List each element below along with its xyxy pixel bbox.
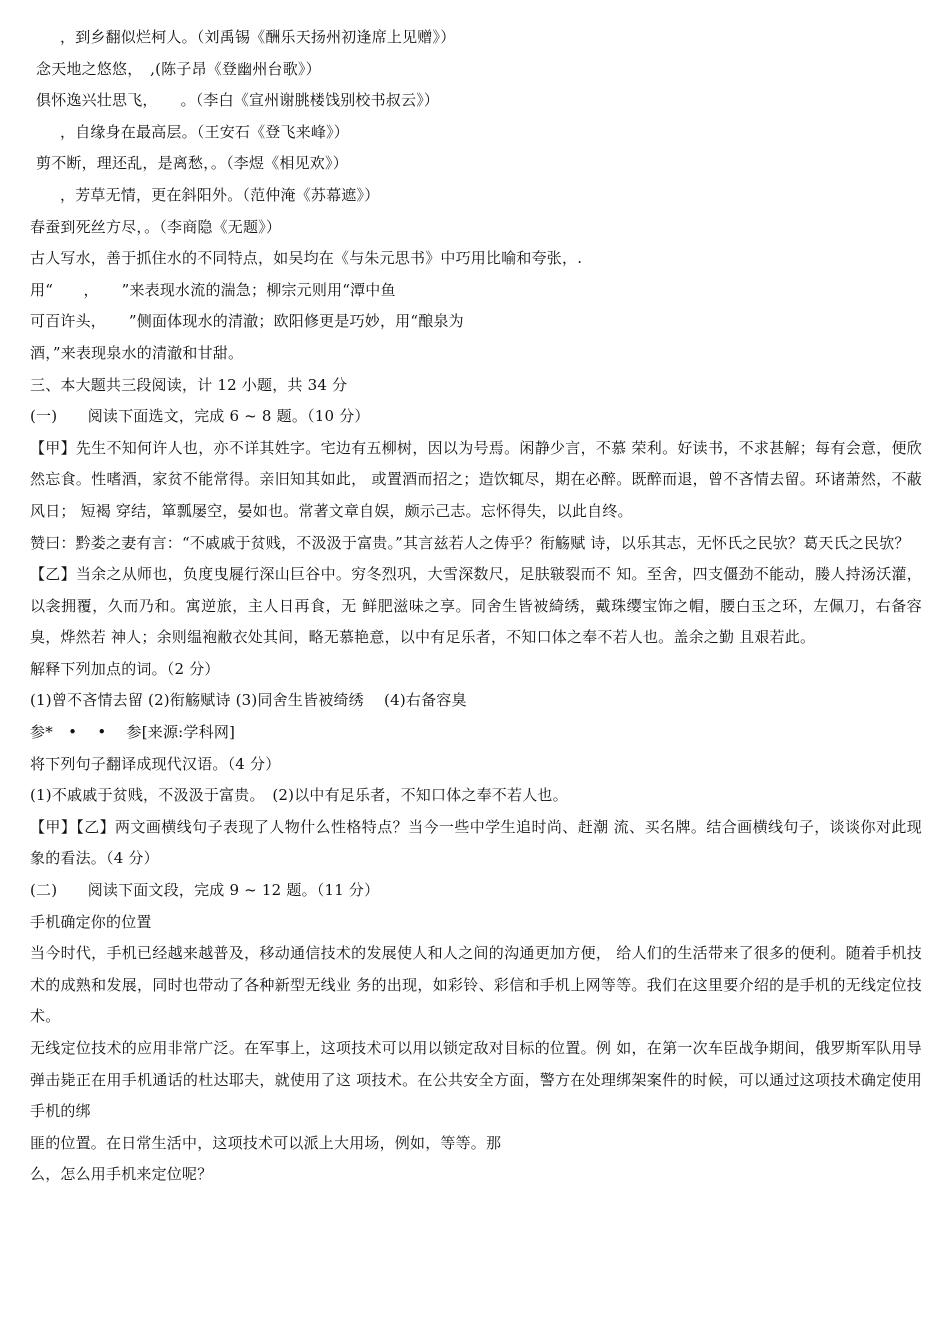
text-line: 可百许头， ”侧面体现水的清澈；欧阳修更是巧妙，用“酿泉为 xyxy=(30,312,464,331)
text-line: 参* • • 参[来源:学科网] xyxy=(30,723,236,742)
text-line: ，芳草无情，更在斜阳外。（范仲淹《苏幕遮》） xyxy=(60,185,380,204)
text-line: 手机确定你的位置 xyxy=(30,912,152,931)
text-line: (1)不戚戚于贫贱，不汲汲于富贵。 (2)以中有足乐者，不知口体之奉不若人也。 xyxy=(30,786,568,805)
document-page xyxy=(30,22,922,1191)
text-line: 古人写水，善于抓住水的不同特点，如吴均在《与朱元思书》中巧用比喻和夸张，. xyxy=(30,249,583,268)
document-body xyxy=(30,22,922,1191)
text-line: 解释下列加点的词。（2 分） xyxy=(30,659,220,678)
text-line: ，到乡翻似烂柯人。（刘禹锡《酬乐天扬州初逢席上见赠》） xyxy=(60,28,456,46)
text-line: 【甲】【乙】两文画横线句子表现了人物什么性格特点？当今一些中学生追时尚、赶潮 流、买名牌。结合画横线句子，谈谈你对此现象的看法。（4 分） xyxy=(30,817,922,868)
text-line: 剪不断，理还乱，是离愁，。（李煜《相见欢》） xyxy=(36,154,348,173)
text-line: 匪的位置。在日常生活中，这项技术可以派上大用场，例如，等等。那 xyxy=(30,1133,502,1152)
text-line: 俱怀逸兴壮思飞， 。（李白《宣州谢朓楼饯别校书叔云》） xyxy=(36,91,440,110)
text-line: 酒，”来表现泉水的清澈和甘甜。 xyxy=(30,343,244,362)
text-line: 无线定位技术的应用非常广泛。在军事上，这项技术可以用以锁定敌对目标的位置。例 如，在第一次车臣战争期间，俄罗斯军队用导弹击毙正在用手机通话的杜达耶夫，就使用了这 项技术。在公共安全方面，警方在处理绑架案件的时候，可以通过这项技术确定使用手机的绑 xyxy=(30,1039,922,1121)
text-line: 春蚕到死丝方尽，。（李商隐《无题》） xyxy=(30,217,282,236)
text-line: 赞曰：黔娄之妻有言：“不戚戚于贫贱，不汲汲于富贵。”其言兹若人之俦乎？衔觞赋 诗，以乐其志，无怀氏之民欤？葛天氏之民欤？ xyxy=(30,533,910,552)
text-line: 念天地之悠悠， ,(陈子昂《登幽州台歌》） xyxy=(36,59,321,78)
text-line: ，自缘身在最高层。（王安石《登飞来峰》） xyxy=(60,122,350,141)
text-line: 当今时代，手机已经越来越普及，移动通信技术的发展使人和人之间的沟通更加方便， 给人们的生活带来了很多的便利。随着手机技术的成熟和发展，同时也带动了各种新型无线业 务的出现，如彩铃、彩信和手机上网等等。我们在这里要介绍的是手机的无线定位技术。 xyxy=(30,944,922,1026)
text-line: (二) 阅读下面文段，完成 9 ~ 12 题。（11 分） xyxy=(30,881,380,900)
text-line: 么，怎么用手机来定位呢？ xyxy=(30,1165,213,1184)
text-line: (1)曾不吝情去留 (2)衔觞赋诗 (3)同舍生皆被绮绣 (4)右备容臭 xyxy=(30,691,467,710)
text-line: (一) 阅读下面选文，完成 6 ~ 8 题。（10 分） xyxy=(30,407,370,426)
text-line: 用“ ， ”来表现水流的湍急；柳宗元则用“潭中鱼 xyxy=(30,280,396,299)
text-line: 【甲】先生不知何许人也，亦不详其姓字。宅边有五柳树，因以为号焉。闲静少言，不慕 荣利。好读书，不求甚解；每有会意，便欣然忘食。性嗜酒，家贫不能常得。亲旧知其如此， 或置酒而招之；造饮辄尽，期在必醉。既醉而退，曾不吝情去留。环诸萧然，不蔽风日； 短褐 穿结，箪瓢屡空，晏如也。常著文章自娱，颇示己志。忘怀得失，以此自终。 xyxy=(30,438,922,520)
text-line: 【乙】当余之从师也，负度曳屣行深山巨谷中。穷冬烈巩，大雪深数尺，足肤皲裂而不 知。至舍，四支僵劲不能动，媵人持汤沃灌，以衾拥覆，久而乃和。寓逆旅，主人日再食，无 鲜肥滋味之享。同舍生皆被綺绣，戴珠缨宝饰之帽，腰白玉之环，左佩刀，右备容臭，烨然若 神人；余则缊袍敝衣处其间，略无慕艳意，以中有足乐者，不知口体之奉不若人也。盖余之勤 且艰若此。 xyxy=(30,565,922,647)
text-line: 将下列句子翻译成现代汉语。（4 分） xyxy=(30,754,281,773)
text-line: 三、本大题共三段阅读，计 12 小题，共 34 分 xyxy=(30,375,348,394)
